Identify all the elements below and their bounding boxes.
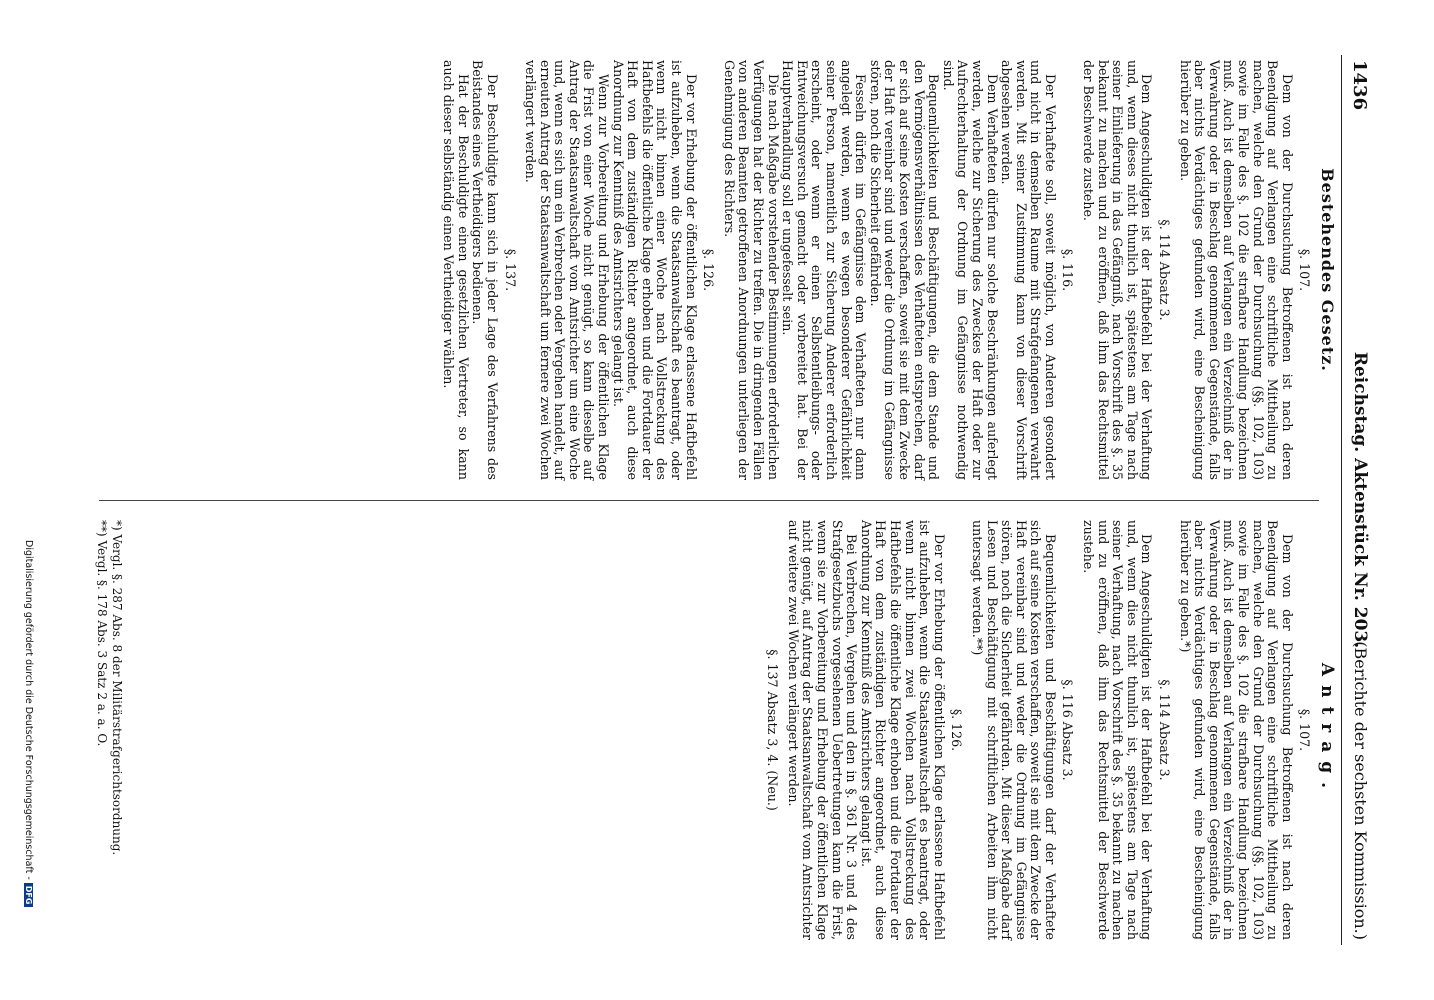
right-section-title: §. 126. <box>949 708 965 752</box>
right-section-title: §. 116 Absatz 3. <box>1060 679 1076 781</box>
left-paragraph: Der Beschuldigte kann sich in jeder Lage des Verfahrens des Beistandes eines Vertheidigers bedienen. <box>470 60 500 480</box>
left-paragraph: Wenn zur Vorbereitung und Erhebung der öffentlichen Klage die Frist von einer Woche nicht genügt, so kann dieselbe auf Antrag der Staatsanwaltschaft vom Amtsrichter um eine Woche und, wenn es sich um ein Verbrechen oder Vergehen handelt, auf erneuten Antrag der Staatsanwaltschaft um fernere zwei Wochen verlängert werden. <box>523 60 612 480</box>
right-paragraph: Bequemlichkeiten und Beschäftigungen darf der Verhaftete sich auf seine Kosten verschaffen, soweit sie mit dem Zwecke der Haft vereinbar sind und weder die Ordnung im Gefängnisse stören, noch die Sicherheit gefährden. Mit dieser Maßgabe darf Lesen und Beschäftigung mit schriftlichen Arbeiten ihm nicht untersagt werden.**) <box>969 520 1058 940</box>
footnote-1: *) Vergl. §. 287 Abs. 8 der Militärstrafgerichtsordnung. <box>110 520 124 856</box>
left-paragraph: Dem Verhafteten dürfen nur solche Beschränkungen auferlegt werden, welche zur Sicherung des Zweckes der Haft oder zur Aufrechterhaltung der Ordnung im Gefängnisse nothwendig sind. <box>940 60 1000 480</box>
right-heading: Antrag. <box>1317 662 1337 798</box>
footnote-2: **) Vergl. §. 178 Abs. 3 Satz 2 a. a. O. <box>95 520 109 747</box>
left-paragraph: Der vor Erhebung der öffentlichen Klage erlassene Haftbefehl ist aufzuheben, wenn die Staatsanwaltschaft es beantragt, oder wenn nicht binnen einer Woche nach Vollstreckung des Haftbefehls die öffentliche Klage erhoben und die Fortdauer der Haft von dem zuständigen Richter angeordnet, auch diese Anordnung zur Kenntniß des Amtsrichters gelangt ist. <box>610 60 699 480</box>
left-paragraph: Hat der Beschuldigte einen gesetzlichen Vertreter, so kann auch dieser selbständig einen Vertheidiger wählen. <box>441 60 471 480</box>
column-divider <box>99 500 1319 501</box>
right-paragraph: Bei Verbrechen, Vergehen und den in §. 361 Nr. 3 und 4 des Strafgesetzbuchs vorgesehenen Uebertretungen kann die Frist, wenn sie zur Vorbereitung und Erhebung der öffentlichen Klage nicht genügt, auf Antrag der Staatsanwaltschaft vom Amtsrichter auf weitere zwei Wochen verlängert werden. <box>785 520 860 940</box>
right-section-title: §. 114 Absatz 3. <box>1157 679 1173 781</box>
credit-text: Digitalisierung gefördert durch die Deutsche Forschungsgemeinschaft - <box>23 540 34 880</box>
left-paragraph: Fesseln dürfen im Gefängnisse dem Verhafteten nur dann angelegt werden, wenn es wegen besonderer Gefährlichkeit seiner Person, namentlich zur Sicherung Anderer erforderlich erscheint, oder wenn er einen Selbstentleibungs- oder Entweichungsversuch gemacht oder vorbereitet hat. Bei der Hauptverhandlung soll er ungefesselt sein. <box>780 60 869 480</box>
footnotes <box>94 520 124 940</box>
left-section-title: §. 114 Absatz 3. <box>1157 219 1173 321</box>
digitization-credit <box>23 540 34 911</box>
right-section-title: §. 107. <box>1297 708 1313 752</box>
header-title: Reichstag. Aktenstück Nr. 203. <box>1350 351 1370 649</box>
left-section-title: §. 126. <box>701 248 717 292</box>
right-paragraph: Der vor Erhebung der öffentlichen Klage erlassene Haftbefehl ist aufzuheben, wenn die Staatsanwaltschaft es beantragt, oder wenn nicht binnen zwei Wochen nach Vollstreckung des Haftbefehls die öffentliche Klage erhoben und die Fortdauer der Haft von dem zuständigen Richter angeordnet, auch diese Anordnung zur Kenntniß des Amtsrichters gelangt ist. <box>858 520 947 940</box>
right-column-proposal <box>762 520 1337 940</box>
right-section-title: §. 137 Absatz 3, 4. (Neu.) <box>765 649 781 811</box>
left-paragraph: Bequemlichkeiten und Beschäftigungen, die dem Stande und den Vermögensverhältnissen des Verhafteten entsprechen, darf er sich auf seine Kosten verschaffen, soweit sie mit dem Zwecke der Haft vereinbar sind und weder die Ordnung im Gefängnisse stören, noch die Sicherheit gefährden. <box>867 60 942 480</box>
left-paragraph: Der Verhaftete soll, soweit möglich, von Anderen gesondert und nicht in demselben Raume mit Strafgefangenen verwahrt werden. Mit seiner Zustimmung kann von dieser Vorschrift abgesehen werden. <box>999 60 1058 480</box>
right-paragraph: Dem Angeschuldigten ist der Haftbefehl bei der Verhaftung und, wenn dies nicht thunlich ist, spätestens am Tage nach seiner Verhaftung, nach Vorschrift des §. 35 bekannt zu machen und zu eröffnen, daß ihm das Rechtsmittel der Beschwerde zustehe. <box>1081 520 1155 940</box>
left-paragraph: Die nach Maßgabe vorstehender Bestimmungen erforderlichen Verfügungen hat der Richter zu treffen. Die in dringenden Fällen von anderen Beamten getroffenen Anordnungen unterliegen der Genehmigung des Richters. <box>721 60 781 480</box>
left-section-title: §. 137. <box>502 248 518 292</box>
left-column-existing-law <box>441 60 1337 480</box>
left-paragraph: Dem von der Durchsuchung Betroffenen ist nach deren Beendigung auf Verlangen eine schriftliche Mittheilung zu machen, welche den Grund der Durchsuchung (§§. 102, 103) sowie im Falle des §. 102 die strafbare Handlung bezeichnen muß. Auch ist demselben auf Verlangen ein Verzeichniß der in Verwahrung oder in Beschlag genommenen Gegenstände, falls aber nichts Verdächtiges gefunden wird, eine Bescheinigung hierüber zu geben. <box>1177 60 1295 480</box>
page-number: 1436 <box>1349 60 1370 111</box>
left-heading: Bestehendes Gesetz. <box>1318 168 1337 372</box>
left-section-title: §. 116. <box>1060 248 1076 292</box>
header-rule <box>1341 55 1342 945</box>
header-commission: (Berichte der sechsten Kommission.) <box>1351 641 1370 940</box>
left-section-title: §. 107. <box>1297 248 1313 292</box>
right-paragraph: Dem von der Durchsuchung Betroffenen ist nach deren Beendigung auf Verlangen eine schriftliche Mittheilung zu machen, welche den Grund der Durchsuchung (§§. 102, 103) sowie im Falle des §. 102 die strafbare Handlung bezeichnen muß. Auch ist demselben auf Verlangen ein Verzeichniß der in Verwahrung oder in Beschlag genommenen Gegenstände, falls aber nichts Verdächtiges gefunden wird, eine Bescheinigung hierüber zu geben.*) <box>1177 520 1295 940</box>
left-paragraph: Dem Angeschuldigten ist der Haftbefehl bei der Verhaftung und, wenn dieses nicht thunlich ist, spätestens am Tage nach seiner Einlieferung in das Gefängniß, nach Vorschrift des §. 35 bekannt zu machen und zu eröffnen, daß ihm das Rechtsmittel der Beschwerde zustehe. <box>1081 60 1155 480</box>
dfg-logo: DFG <box>24 883 33 908</box>
